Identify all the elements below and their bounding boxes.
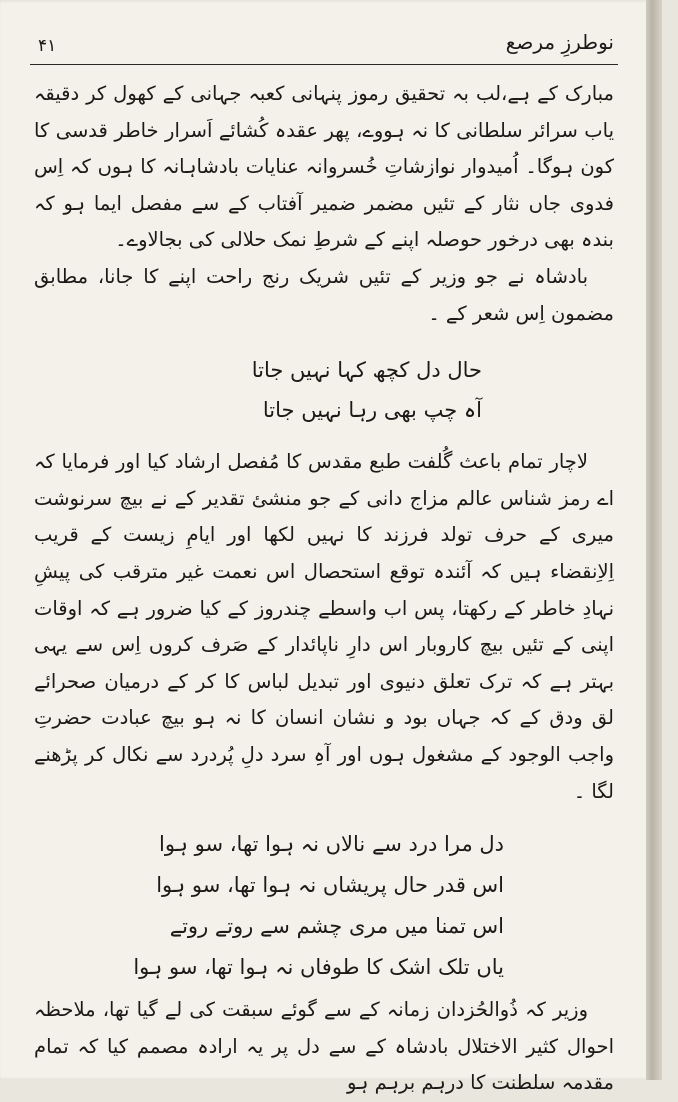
- paragraph-1: مبارک کے ہے،لب بہ تحقیق رموز پنہانی کعبہ جہانی کے کھول کر دقیقہ یاب سرائر سلطانی کا نہ ہووے، پھر عقدہ کُشائے اَسرار خاطر قدسی کا کون ہوگا۔ اُمیدوار نوازشاتِ خُسروانہ عنایات بادشاہانہ کا ہوں کہ اِس فدوی جاں نثار کے تئیں مضمر ضمیر آفتاب کے سے مفصل ایما ہو کہ بندہ بھی درخور حوصلہ اپنے کے شرطِ نمک حلالی کی بجالاوے۔: [34, 82, 614, 252]
- verse-couplet-1: [34, 350, 482, 430]
- verse-line: یاں تلک اشک کا طوفاں نہ ہوا تھا، سو ہوا: [133, 955, 504, 980]
- page-edge: [646, 0, 662, 1080]
- verse-line: آہ چپ بھی رہا نہیں جاتا: [262, 398, 482, 423]
- paragraph-2: بادشاہ نے جو وزیر کے تئیں شریک رنج راحت اپنے کا جانا، مطابق مضمون اِس شعر کے ۔: [34, 264, 614, 325]
- body-text: [34, 76, 614, 1102]
- paragraph-4: وزیر کہ ذُوالحُزدان زمانہ کے سے گوئے سبقت کی لے گیا تھا، ملاحظہ احوال کثیر الاختلال بادشاہ کے سے دل پر یہ ارادہ مصمم کیا کہ تمام مقدمہ سلطنت کا درہم برہم ہو: [34, 998, 614, 1095]
- page-number: ۴۱: [38, 36, 57, 56]
- verse-ghazal: [34, 824, 504, 988]
- running-head: [28, 28, 620, 62]
- header-rule: [30, 64, 618, 65]
- verse-line: حال دل کچھ کہا نہیں جاتا: [251, 358, 482, 383]
- verse-line: اس تمنا میں مری چشم سے روتے روتے: [169, 914, 504, 939]
- verse-line: دل مرا درد سے نالاں نہ ہوا تھا، سو ہوا: [158, 832, 504, 857]
- paragraph-3: لاچار تمام باعث گُلفت طبع مقدس کا مُفصل ارشاد کیا اور فرمایا کہ اے رمز شناس عالم مزاج دانی کے جو منشئ تقدیر کے نے بیچ سرنوشت میری کے حرف تولد فرزند کا نہیں لکھا اور ایامِ زیست کے قریب اِلاِنقضاء ہیں کہ آئندہ توقع استحصال اس نعمت غیر مترقب کی پیشِ نہادِ خاطر کے رکھتا، پس اب واسطے چندروز کے کیا ضرور ہے کہ اوقات اپنی کے تئیں بیچ کاروبار اس دارِ ناپائدار کے صَرف کروں اِس سے یہی بہتر ہے کہ ترک تعلق دنیوی اور تبدیل لباس کا کر کے درمیان صحرائے لق ودق کے کہ جہاں بود و نشان انسان کا نہ ہو بیچ عبادت حضرتِ واجب الوجود کے مشغول ہوں اور آہِ سرد دلِ پُردرد سے نکال کر پڑھنے لگا ۔: [34, 450, 614, 803]
- running-title: نوطرزِ مرصع: [505, 30, 614, 54]
- verse-line: اس قدر حال پریشاں نہ ہوا تھا، سو ہوا: [156, 873, 504, 898]
